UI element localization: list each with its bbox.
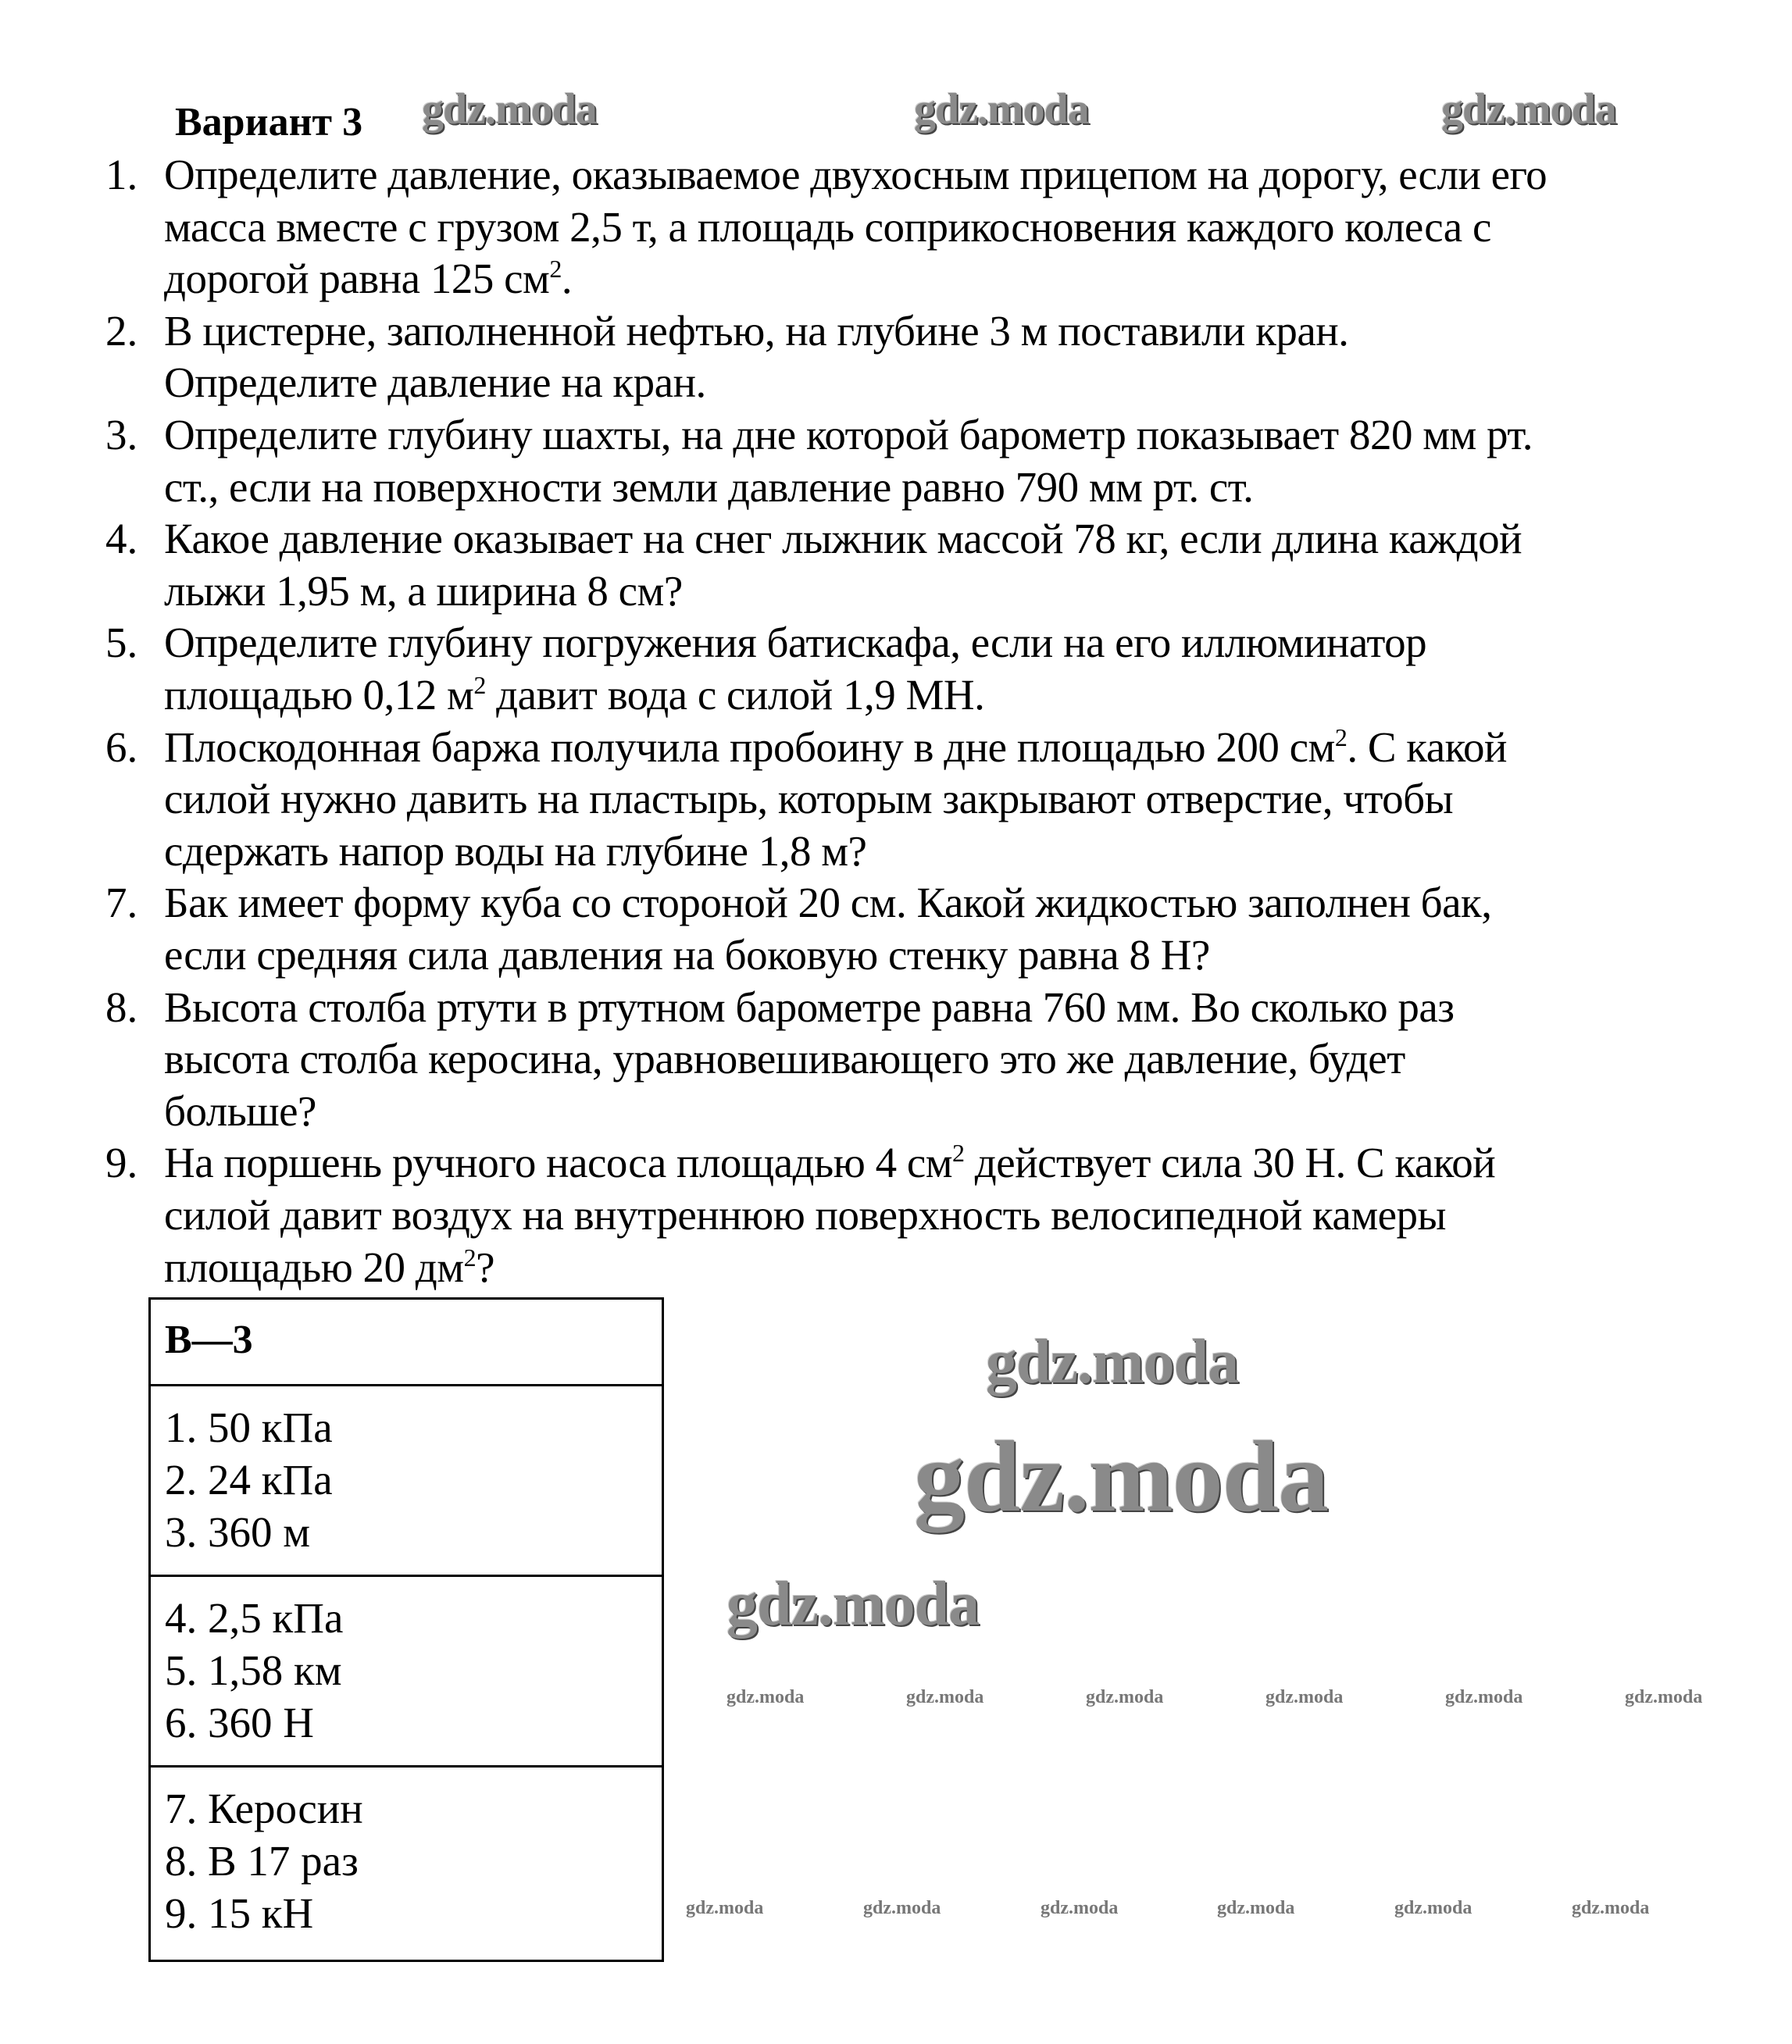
question-number: 7.: [105, 879, 138, 927]
question-text-line: силой нужно давить на пластырь, которым закрывают отверстие, чтобы: [164, 775, 1454, 823]
question-text-line: Плоскодонная баржа получила пробоину в дне площадью 200 $см^2$. С какой: [164, 722, 1507, 771]
question-text-line: На поршень ручного насоса площадью 4 $см^2$ действует сила 30 Н. С какой: [164, 1139, 1496, 1187]
question-number: 9.: [105, 1139, 138, 1187]
question-text-line: больше?: [164, 1086, 316, 1135]
question-number: 4.: [105, 515, 138, 563]
question-number: 2.: [105, 306, 138, 355]
answer-item: 4. 2,5 кПа: [165, 1594, 344, 1642]
question-text-line: площадью 0,12 $м^2$ давит вода с силой 1,9 МН.: [164, 671, 985, 719]
question-text-line: Какое давление оказывает на снег лыжник массой 78 кг, если длина каждой: [164, 515, 1522, 563]
watermark: gdz.moda: [1625, 1687, 1703, 1707]
question-text-line: В цистерне, заполненной нефтью, на глубине 3 м поставили кран.: [164, 306, 1349, 355]
question-text-line: лыжи 1,95 м, а ширина 8 см?: [164, 566, 683, 615]
question-number: 6.: [105, 722, 138, 771]
watermark: gdz.moda: [863, 1898, 941, 1918]
question-text-line: масса вместе с грузом 2,5 т, а площадь соприкосновения каждого колеса с: [164, 202, 1491, 251]
watermark: gdz.moda: [726, 1687, 805, 1707]
watermark: gdz.moda: [914, 1421, 1329, 1533]
watermark: gdz.moda: [726, 1570, 980, 1639]
watermark: gdz.moda: [1572, 1898, 1650, 1918]
watermark: gdz.moda: [1441, 85, 1616, 134]
question-number: 5.: [105, 619, 138, 667]
answers-group: [151, 1768, 662, 1957]
question-number: 1.: [105, 151, 138, 198]
answer-item: 7. Керосин: [165, 1785, 363, 1832]
watermark: gdz.moda: [1217, 1898, 1295, 1918]
watermark: gdz.moda: [422, 85, 597, 134]
answers-header-row: [151, 1300, 662, 1386]
answer-item: 8. В 17 раз: [165, 1837, 359, 1885]
watermark: gdz.moda: [1445, 1687, 1523, 1707]
answer-item: 3. 360 м: [165, 1508, 311, 1556]
watermark: gdz.moda: [986, 1328, 1239, 1397]
watermark: gdz.moda: [906, 1687, 984, 1707]
watermark: gdz.moda: [914, 85, 1089, 134]
watermark: gdz.moda: [1041, 1898, 1119, 1918]
answers-header: В—3: [165, 1318, 253, 1362]
watermark: gdz.moda: [686, 1898, 764, 1918]
answers-group: [151, 1577, 662, 1768]
question-text-line: дорогой равна 125 $см^2$.: [164, 255, 573, 303]
question-text-line: Определите давление, оказываемое двухосным прицепом на дорогу, если его: [164, 151, 1547, 198]
question-text-line: Определите глубину шахты, на дне которой барометр показывает 820 мм рт.: [164, 411, 1533, 458]
question-text-line: ст., если на поверхности земли давление равно 790 мм рт. ст.: [164, 462, 1254, 511]
question-text-line: сдержать напор воды на глубине 1,8 м?: [164, 826, 867, 875]
watermark: gdz.moda: [1265, 1687, 1344, 1707]
question-number: 8.: [105, 983, 138, 1031]
answer-item: 5. 1,58 км: [165, 1646, 342, 1694]
answer-item: 9. 15 кН: [165, 1889, 314, 1937]
answer-item: 6. 360 Н: [165, 1699, 314, 1746]
question-text-line: площадью 20 $дм^2$?: [164, 1243, 495, 1291]
question-text-line: Высота столба ртути в ртутном барометре равна 760 мм. Во сколько раз: [164, 983, 1455, 1031]
question-text-line: Бак имеет форму куба со стороной 20 см. Какой жидкостью заполнен бак,: [164, 879, 1492, 927]
question-number: 3.: [105, 411, 138, 458]
question-text-line: Определите давление на кран.: [164, 359, 706, 407]
question-text-line: высота столба керосина, уравновешивающего это же давление, будет: [164, 1035, 1405, 1083]
watermark: gdz.moda: [1086, 1687, 1164, 1707]
answer-item: 1. 50 кПа: [165, 1404, 333, 1451]
answers-table: [148, 1297, 664, 1962]
answers-group: [151, 1386, 662, 1577]
answer-item: 2. 24 кПа: [165, 1456, 333, 1504]
question-text-line: если средняя сила давления на боковую стенку равна 8 Н?: [164, 931, 1210, 979]
variant-title: Вариант 3: [175, 100, 363, 144]
question-text-line: силой давит воздух на внутреннюю поверхность велосипедной камеры: [164, 1191, 1447, 1239]
watermark: gdz.moda: [1394, 1898, 1473, 1918]
question-text-line: Определите глубину погружения батискафа, если на его иллюминатор: [164, 619, 1427, 667]
